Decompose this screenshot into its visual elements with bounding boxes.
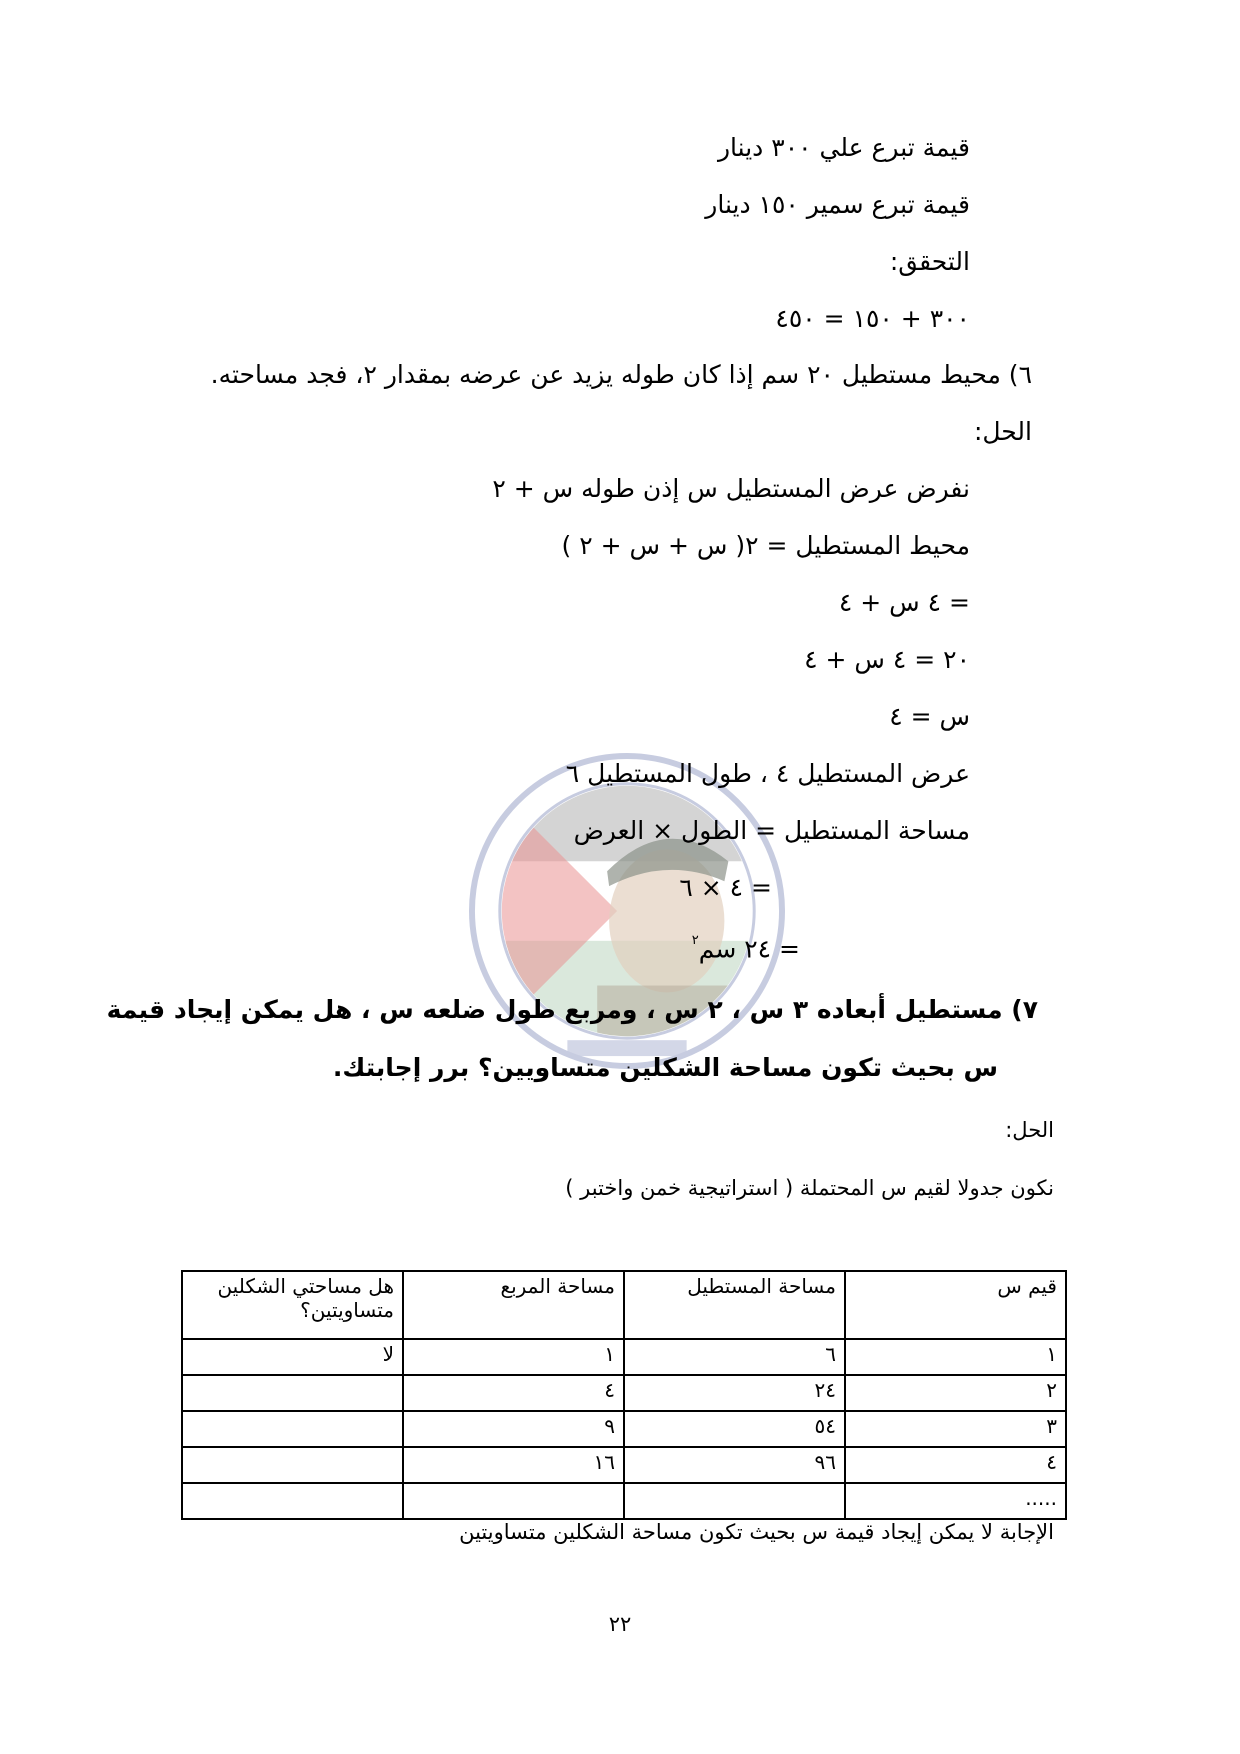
- cell-square-area: ٤: [403, 1375, 624, 1411]
- donation-samir: قيمة تبرع سمير ١٥٠ دينار: [705, 190, 970, 219]
- q6-final-text: = ٢٤ سم: [698, 934, 800, 964]
- q6-solution-label: الحل:: [973, 417, 1032, 446]
- table-row: [182, 1447, 1066, 1483]
- cell-equal: [182, 1447, 403, 1483]
- q6-step: س = ٤: [889, 702, 970, 731]
- cell-equal: [182, 1483, 403, 1519]
- page-number: ٢٢: [608, 1612, 632, 1636]
- q6-step: = ٤ × ٦: [679, 873, 772, 902]
- table-row: [182, 1375, 1066, 1411]
- cell-equal: [182, 1375, 403, 1411]
- cell-x: ٤: [845, 1447, 1066, 1483]
- cell-square-area: ٩: [403, 1411, 624, 1447]
- table-header-row: [182, 1271, 1066, 1339]
- cell-x: ١: [845, 1339, 1066, 1375]
- header-x-values: قيم س: [845, 1271, 1066, 1339]
- cell-square-area: ١: [403, 1339, 624, 1375]
- guess-check-table: [181, 1270, 1067, 1520]
- cell-x: ٣: [845, 1411, 1066, 1447]
- q7-table-intro: نكون جدولا لقيم س المحتملة ( استراتيجية خمن واختبر ): [565, 1176, 1054, 1200]
- q6-step: عرض المستطيل ٤ ، طول المستطيل ٦: [565, 759, 970, 788]
- question-7-line2: س بحيث تكون مساحة الشكلين متساويين؟ برر إجابتك.: [332, 1053, 998, 1082]
- check-equation: ٣٠٠ + ١٥٠ = ٤٥٠: [775, 304, 970, 333]
- cell-rect-area: ٥٤: [624, 1411, 845, 1447]
- cell-rect-area: ٢٤: [624, 1375, 845, 1411]
- cell-rect-area: ٩٦: [624, 1447, 845, 1483]
- header-square-area: مساحة المربع: [403, 1271, 624, 1339]
- q6-step: مساحة المستطيل = الطول × العرض: [573, 816, 970, 845]
- cell-equal: [182, 1411, 403, 1447]
- question-7-line1: ٧) مستطيل أبعاده ٣ س ، ٢ س ، ومربع طول ضلعه س ، هل يمكن إيجاد قيمة: [106, 995, 1038, 1024]
- table-row: [182, 1339, 1066, 1375]
- squared-exponent: ٢: [691, 933, 699, 948]
- q6-step: محيط المستطيل = ٢( س + س + ٢ ): [561, 531, 970, 560]
- cell-square-area: ١٦: [403, 1447, 624, 1483]
- q7-solution-label: الحل:: [1005, 1118, 1054, 1142]
- q6-final-answer: [692, 925, 800, 969]
- cell-equal: لا: [182, 1339, 403, 1375]
- question-6: ٦) محيط مستطيل ٢٠ سم إذا كان طوله يزيد عن عرضه بمقدار ٢، فجد مساحته.: [210, 360, 1032, 389]
- donation-ali: قيمة تبرع علي ٣٠٠ دينار: [717, 133, 970, 162]
- cell-x: .....: [845, 1483, 1066, 1519]
- cell-x: ٢: [845, 1375, 1066, 1411]
- q6-step: ٢٠ = ٤ س + ٤: [804, 645, 970, 674]
- q6-step: = ٤ س + ٤: [838, 588, 970, 617]
- q7-answer: الإجابة لا يمكن إيجاد قيمة س بحيث تكون مساحة الشكلين متساويتين: [459, 1520, 1054, 1544]
- check-label: التحقق:: [889, 247, 970, 276]
- header-rectangle-area: مساحة المستطيل: [624, 1271, 845, 1339]
- cell-rect-area: ٦: [624, 1339, 845, 1375]
- header-equal: هل مساحتي الشكلين متساويتين؟: [182, 1271, 403, 1339]
- q6-step: نفرض عرض المستطيل س إذن طوله س + ٢: [492, 474, 970, 503]
- table-row: [182, 1411, 1066, 1447]
